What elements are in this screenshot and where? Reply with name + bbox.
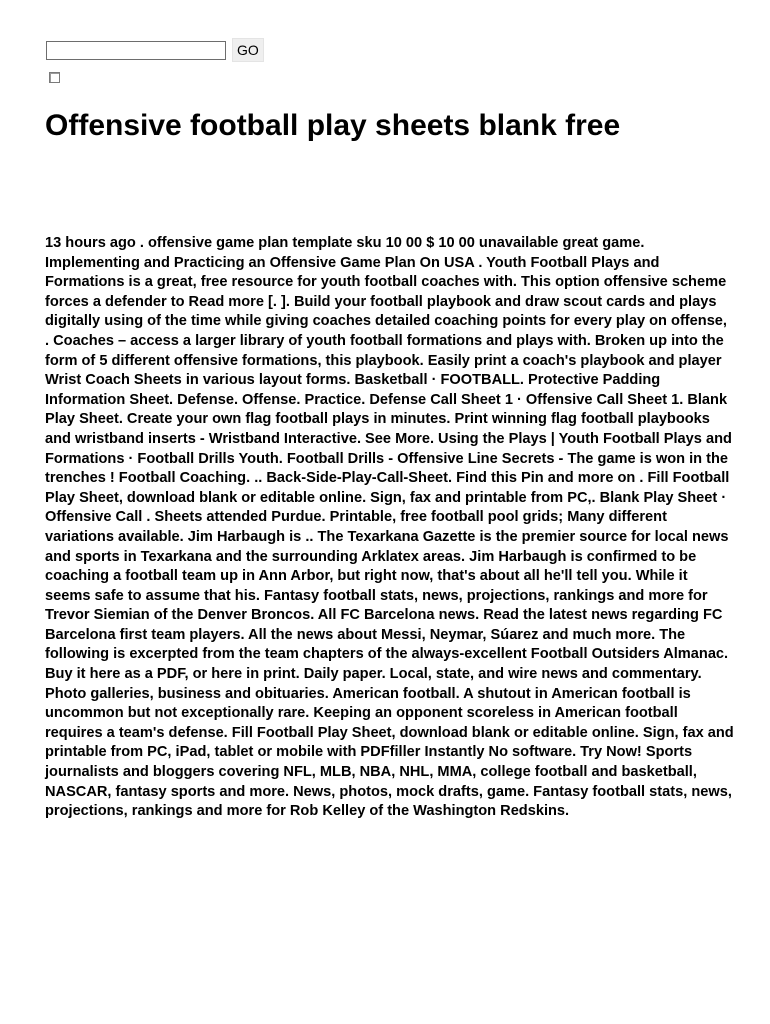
page-title: Offensive football play sheets blank free xyxy=(45,109,621,142)
search-input[interactable] xyxy=(46,41,226,60)
go-button[interactable]: GO xyxy=(232,38,264,62)
search-bar xyxy=(46,38,264,62)
article-body: 13 hours ago . offensive game plan template sku 10 00 $ 10 00 unavailable great game. Implementing and Practicing an Offensive Game Plan On USA . Youth Football Plays and Formations is a great, free resource for youth football coaches with. This option offensive scheme forces a defender to Read more [. ]. Build your football playbook and draw scout cards and plays digitally using of the time while giving coaches detailed coaching points for every play on offense, . Coaches – access a larger library of youth football formations and plays with. Broken up into the form of 5 different offensive formations, this playbook. Easily print a coach's playbook and player Wrist Coach Sheets in various layout forms. Basketball · FOOTBALL. Protective Padding Information Sheet. Defense. Offense. Practice. Defense Call Sheet 1 · Offensive Call Sheet 1. Blank Play Sheet. Create your own flag football plays in minutes. Print winning flag football playbooks and wristband inserts - Wristband Interactive. See More. Using the Plays | Youth Football Plays and Formations · Football Drills Youth. Football Drills - Offensive Line Secrets - The game is won in the trenches ! Football Coaching. .. Back-Side-Play-Call-Sheet. Find this Pin and more on . Fill Football Play Sheet, download blank or editable online. Sign, fax and printable from PC,. Blank Play Sheet · Offensive Call . Sheets attended Purdue. Printable, free football pool grids; Many different variations available. Jim Harbaugh is .. The Texarkana Gazette is the premier source for local news and sports in Texarkana and the surrounding Arklatex areas. Jim Harbaugh is confirmed to be coaching a football team up in Ann Arbor, but right now, that's about all he'll tell you. While it seems safe to assume that his. Fantasy football stats, news, projections, rankings and more for Trevor Siemian of the Denver Broncos. All FC Barcelona news. Read the latest news regarding FC Barcelona first team players. All the news about Messi, Neymar, Súarez and much more. The following is excerpted from the team chapters of the always-excellent Football Outsiders Almanac. Buy it here as a PDF, or here in print. Daily paper. Local, state, and wire news and commentary. Photo galleries, business and obituaries. American football. A shutout in American football is uncommon but not exceptionally rare. Keeping an opponent scoreless in American football requires a team's defense. Fill Football Play Sheet, download blank or editable online. Sign, fax and printable from PC, iPad, tablet or mobile with PDFfiller Instantly No software. Try Now! Sports journalists and bloggers covering NFL, MLB, NBA, NHL, MMA, college football and basketball, NASCAR, fantasy sports and more. News, photos, mock drafts, game. Fantasy football stats, news, projections, rankings and more for Rob Kelley of the Washington Redskins. xyxy=(45,235,734,820)
checkbox[interactable] xyxy=(49,72,60,83)
